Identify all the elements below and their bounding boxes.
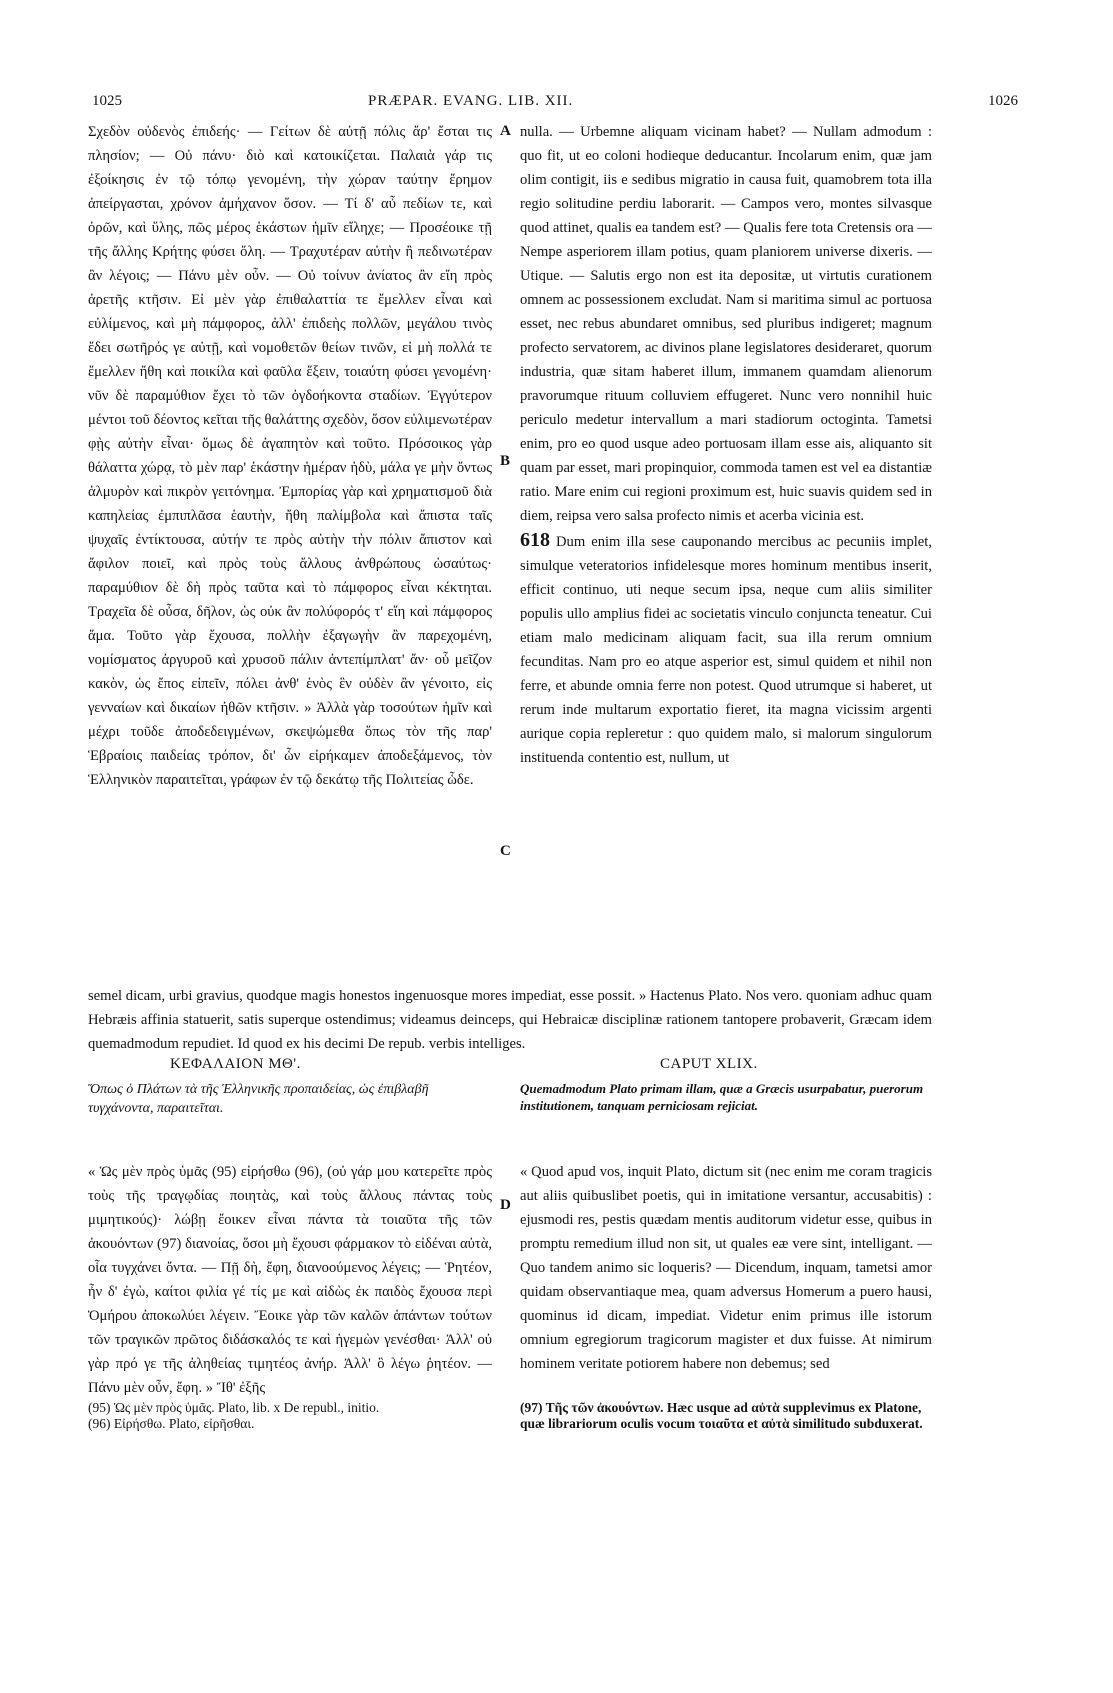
latin-paragraph-2-text: Dum enim illa sese cauponando mercibus ac pecuniis implet, simulque veteratorios infidelesque mores hominum mentibus inserit, efficit continuo, uti neque secum ipsa, neque cum aliis similiter populis ullo amplius fidei ac societatis vinculo conjuncta teneatur. Cui etiam malo medicinam aliquam facit, sua illa rerum omnium fecunditas. Nam pro eo atque asperior est, simul quidem et nihil non ferre, et abunde omnia ferre non potest. Quod utrumque si haberet, ut rerum inde multarum exportatio fieret, ita magna vicissim argenti aurique copia repleretur : quo quidem malo, si malorum singulorum instituenda contentio est, nullum, ut bbox=[520, 534, 932, 766]
latin-column-bottom bbox=[520, 1160, 932, 1376]
section-marker-d: D bbox=[500, 1197, 511, 1213]
latin-chapter-subtitle: Quemadmodum Plato primam illam, quæ a Græcis usurpabatur, puerorum institutionem, tanquam perniciosam rejiciat. bbox=[520, 1081, 924, 1113]
page-number-right: 1026 bbox=[988, 93, 1018, 109]
footnote-95: (95) Ὡς μὲν πρὸς ὑμᾶς. Plato, lib. x De republ., initio. bbox=[88, 1400, 380, 1415]
greek-paragraph-2: « Ὡς μὲν πρὸς ὑμᾶς (95) εἰρήσθω (96), (οὐ γάρ μου κατερεῖτε πρὸς τοὺς τῆς τραγῳδίας ποιητὰς, καὶ τοὺς ἄλλους πάντας τοὺς μιμητικούς)· λώβῃ ἔοικεν εἶναι πάντα τὰ τοιαῦτα τῆς τῶν ἀκουόντων (97) διανοίας, ὅσοι μὴ ἔχουσι φάρμακον τὸ εἰδέναι αὐτὰ, οἷα τυγχάνει ὄντα. — Πῇ δὴ, ἔφη, διανοούμενος λέγεις; — Ῥητέον, ἦν δ' ἐγὼ, καίτοι φιλία γέ τίς με καὶ αἰδὼς ἐκ παιδὸς ἔχουσα περὶ Ὁμήρου ἀποκωλύει λέγειν. Ἔοικε γὰρ τῶν καλῶν ἁπάντων τούτων τῶν τραγικῶν πρῶτος διδάσκαλός τε καὶ ἡγεμὼν γενέσθαι· Ἀλλ' οὐ γὰρ πρό γε τῆς ἀληθείας τιμητέος ἀνήρ. Ἀλλ' ὃ λέγω ῥητέον. — Πάνυ μὲν οὖν, ἔφη. » Ἴθ' ἐξῆς bbox=[88, 1164, 492, 1396]
greek-chapter-heading: ΚΕΦΑΛΑΙΟΝ ΜΘ'. bbox=[170, 1056, 301, 1072]
latin-paragraph-2 bbox=[520, 528, 932, 770]
greek-paragraph-1: Σχεδὸν οὐδενὸς ἐπιδεής· — Γείτων δὲ αὐτῇ πόλις ἄρ' ἔσται τις πλησίον; — Οὐ πάνυ· διὸ καὶ κατοικίζεται. Παλαιὰ γάρ τις ἐξοίκησις ἐν τῷ τόπῳ γενομένη, τὴν χώραν ταύτην ἔρημον ἀπείργασται, χρόνον ἀμήχανον ὅσον. — Τί δ' αὖ πεδίων τε, καὶ ὀρῶν, καὶ ὕλης, πῶς μέρος ἑκάστων ἡμῖν εἴληχε; — Προσέοικε τῇ τῆς ἄλλης Κρήτης φύσει ὅλη. — Τραχυτέραν αὐτὴν ἢ πεδινωτέραν ἂν λέγοις; — Πάνυ μὲν οὖν. — Οὐ τοίνυν ἀνίατος ἂν εἴη πρὸς ἀρετῆς κτῆσιν. Εἰ μὲν γὰρ ἐπιθαλαττία τε ἔμελλεν εἶναι καὶ εὐλίμενος, καὶ μὴ πάμφορος, ἀλλ' ἐπιδεὴς πολλῶν, μεγάλου τινὸς ἔδει σωτῆρός γε αὐτῇ, καὶ νομοθετῶν θείων τινῶν, εἰ μὴ πολλά τε ἔμελλεν ἤθη καὶ ποικίλα καὶ φαῦλα ἕξειν, τοιαύτη φύσει γενομένη· νῦν δὲ παραμύθιον ἔχει τὸ τῶν ὀγδοήκοντα σταδίων. Ἐγγύτερον μέντοι τοῦ δέοντος κεῖται τῆς θαλάττης σχεδὸν, ὅσον εὐλιμενωτέραν φῂς αὐτὴν εἶναι· ὅμως δὲ ἀγαπητὸν καὶ τοῦτο. Πρόσοικος γὰρ θάλαττα χώρᾳ, τὸ μὲν παρ' ἑκάστην ἡμέραν ἡδὺ, μάλα γε μὴν ὄντως ἁλμυρὸν καὶ πικρὸν γειτόνημα. Ἐμπορίας γὰρ καὶ χρηματισμοῦ διὰ καπηλείας ἐμπιπλᾶσα ἑαυτὴν, ἤθη παλίμβολα καὶ ἄπιστα ταῖς ψυχαῖς ἐντίκτουσα, αὐτήν τε πρὸς αὑτὴν τὴν πόλιν ἄπιστον καὶ ἄφιλον ποιεῖ, καὶ πρὸς τοὺς ἄλλους ἀνθρώπους ὡσαύτως· παραμύθιον δὲ δὴ πρὸς ταῦτα καὶ τὸ πάμφορος εἶναι κέκτηται. Τραχεῖα δὲ οὖσα, δῆλον, ὡς οὐκ ἂν πολύφορός τ' εἴη καὶ πάμφορος ἅμα. Τοῦτο γὰρ ἔχουσα, πολλὴν ἐξαγωγὴν ἂν παρεχομένη, νομίσματος ἀργυροῦ καὶ χρυσοῦ πάλιν ἀντεπίμπλατ' ἄν· οὗ μεῖζον κακὸν, ὡς ἔπος εἰπεῖν, πόλει ἀνθ' ἑνὸς ἓν οὐδὲν ἂν γένοιτο, εἰς γενναίων καὶ δικαίων ἠθῶν κτῆσιν. » Ἀλλὰ γὰρ τοσούτων ἡμῖν καὶ μέχρι τοῦδε ἀποδεδειγμένων, σκεψώμεθα ὅπως τὸν τῆς παρ' Ἑβραίοις παιδείας τρόπον, δι' ὧν εἰρήκαμεν ἀποδεξάμενος, τὸν Ἑλληνικὸν παραιτεῖται, γράφων ἐν τῷ δεκάτῳ τῆς Πολιτείας ὧδε. bbox=[88, 124, 492, 788]
page-number-left: 1025 bbox=[92, 93, 122, 109]
edition-page-number: 618 bbox=[520, 529, 550, 551]
footnote-96: (96) Εἰρήσθω. Plato, εἰρῆσθαι. bbox=[88, 1416, 255, 1431]
full-width-paragraph: semel dicam, urbi gravius, quodque magis honestos ingenuosque mores impediat, esse possit. » Hactenus Plato. Nos vero. quoniam adhuc quam Hebræis affinia statuerit, satis superque ostendimus; videamus deinceps, qui Hebraicæ disciplinæ rationem tantopere probaverit, Græcam idem quemadmodum repudiet. Id quod ex his decimi De repub. verbis intelliges. bbox=[88, 988, 932, 1052]
footnotes-left bbox=[88, 1400, 508, 1432]
running-header bbox=[0, 93, 1113, 119]
latin-paragraph-3: « Quod apud vos, inquit Plato, dictum sit (nec enim me coram tragicis aut aliis quibuslibet poetis, qui in imitatione versantur, accusabitis) : ejusmodi res, pestis quædam mentis auditorum videtur esse, quibus in promptu remedium illud non sit, ut quales eæ vere sint, intelligant. — Quo tandem animo sic loqueris? — Dicendum, inquam, tametsi amor quidam observantiaque mea, quam adversus Homerum a puero hausi, quominus id dicam, impediat. Videtur enim primus ille istorum omnium egregiorum tragicorum magister et dux fuisse. At nimirum hominem veritate potiorem habere non debemus; sed bbox=[520, 1164, 932, 1372]
section-marker-a: A bbox=[500, 123, 511, 139]
footnote-97: (97) Τῆς τῶν ἀκουόντων. Hæc usque ad αὐτὰ supplevimus ex Platone, quæ librariorum oculis vocum τοιαῦτα et αὐτὰ similitudo subduxerat. bbox=[520, 1400, 923, 1431]
latin-column-top bbox=[520, 120, 932, 770]
section-marker-b: B bbox=[500, 453, 511, 469]
running-title: PRÆPAR. EVANG. LIB. XII. bbox=[368, 93, 574, 109]
greek-column-top bbox=[88, 120, 492, 792]
section-marker-c: C bbox=[500, 843, 511, 859]
latin-paragraph-1: nulla. — Urbemne aliquam vicinam habet? — Nullam admodum : quo fit, ut eo coloni hodieque deducantur. Incolarum enim, quæ jam olim contigit, iis e sedibus migratio in causa fuit, quamobrem tota illa regio solitudine perdiu laborarit. — Campos vero, montes silvasque quod attinet, qualis ea tandem est? — Qualis fere tota Cretensis ora — Nempe asperiorem illam potius, quam planiorem universe dixeris. — Utique. — Salutis ergo non est ita depositæ, ut virtutis curationem omnem ac possessionem excludat. Nam si maritima simul ac portuosa esset, nec rebus abundaret omnibus, sed pluribus indigeret; magnum profecto servatorem, ac divinos plane legislatores desideraret, quorum industria, quæ sitam haberet illum, immanem quamdam alienorum pravorumque rituum colluviem effugeret. Nunc vero nonnihil huic periculo medetur intervallum a mari stadiorum octoginta. Tametsi enim, pro eo quod usque adeo portuosam illam esse ais, aliquanto sit quam par esset, mari propinquior, commoda tamen est vel ea distantiæ ratio. Mare enim cui regioni proximum est, huic suavis quidem sed in diem, reipsa vero salsa profecto nimis et acerba vicinia est. bbox=[520, 124, 932, 524]
greek-chapter-subtitle: Ὅπως ὁ Πλάτων τὰ τῆς Ἑλληνικῆς προπαιδείας, ὡς ἐπιβλαβῆ τυγχάνοντα, παραιτεῖται. bbox=[88, 1082, 429, 1116]
footnotes-right bbox=[520, 1400, 940, 1432]
greek-column-bottom bbox=[88, 1160, 492, 1400]
latin-chapter-heading: CAPUT XLIX. bbox=[660, 1056, 758, 1072]
